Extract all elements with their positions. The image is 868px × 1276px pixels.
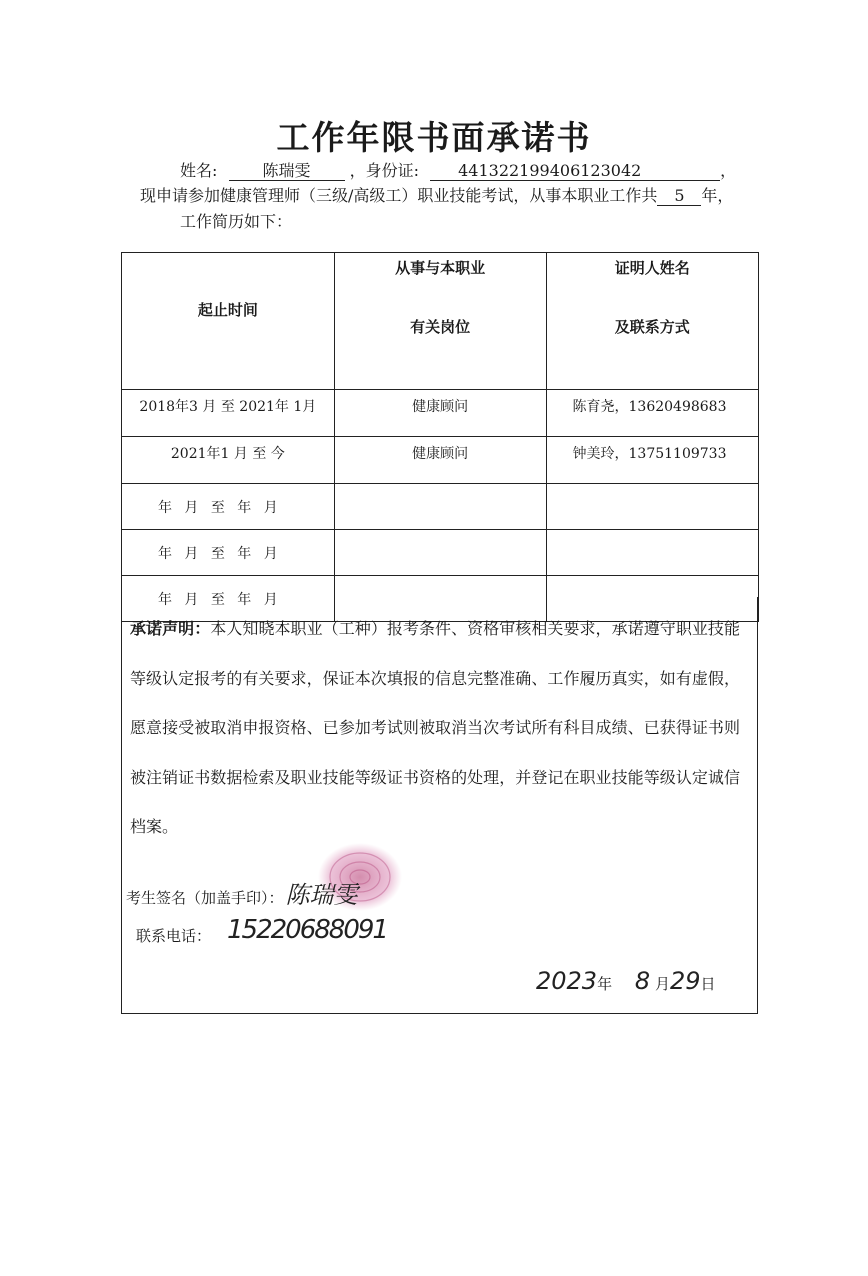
blank-witness (546, 530, 759, 576)
blank-period: 年 月 至 年 月 (122, 576, 335, 622)
signature-label: 考生签名（加盖手印）：陈瑞雯 (126, 881, 358, 909)
statement-label: 承诺声明： (130, 619, 211, 638)
document-title: 工作年限书面承诺书 (276, 118, 592, 157)
header-period-label: 起止时间 (197, 300, 258, 319)
blank-period: 年 月 至 年 月 (122, 530, 335, 576)
application-text: 现申请参加健康管理师（三级/高级工）职业技能考试，从事本职业工作共 (140, 186, 658, 205)
row-position: 健康顾问 (334, 437, 546, 484)
handwritten-signature: 陈瑞雯 (285, 881, 358, 909)
header-position-line1: 从事与本职业 (395, 259, 486, 277)
signing-date: 2023年 8 月29日 (536, 967, 716, 995)
table-header-row (122, 253, 759, 390)
date-month: 8 (634, 967, 651, 995)
id-number-value: 441322199406123042 (430, 161, 720, 181)
row-witness: 钟美玲，13751109733 (546, 437, 759, 484)
handwritten-phone: 15220688091 (227, 915, 387, 945)
date-day: 29 (669, 967, 701, 995)
phone-label: 联系电话： (136, 927, 212, 945)
blank-witness (546, 484, 759, 530)
table-row (122, 437, 759, 484)
row-position: 健康顾问 (334, 390, 546, 437)
header-witness (546, 253, 759, 390)
header-witness-line1: 证明人姓名 (614, 259, 690, 277)
header-witness-line2: 及联系方式 (614, 318, 690, 336)
years-unit: 年， (701, 186, 734, 205)
header-position (334, 253, 546, 390)
header-period (122, 253, 335, 390)
table-row-blank (122, 484, 759, 530)
row-period: 2018年3 月 至 2021年 1月 (122, 390, 335, 437)
work-history-table (121, 252, 759, 622)
table-row-blank (122, 530, 759, 576)
statement-text-block (130, 604, 740, 852)
applicant-info-line (180, 158, 736, 181)
blank-period: 年 月 至 年 月 (122, 484, 335, 530)
work-history-intro: 工作简历如下： (180, 212, 293, 231)
name-label: 姓名: (180, 161, 218, 180)
header-position-line2: 有关岗位 (410, 318, 471, 336)
name-value: 陈瑞雯 (229, 161, 345, 181)
statement-box (121, 597, 758, 1014)
application-line (140, 183, 733, 206)
years-value: 5 (657, 186, 701, 206)
id-label: ，身份证: (349, 161, 419, 180)
row-period: 2021年1 月 至 今 (122, 437, 335, 484)
table-row (122, 390, 759, 437)
blank-position (334, 484, 546, 530)
date-year: 2023 (536, 967, 598, 995)
blank-position (334, 530, 546, 576)
line1-end: ， (720, 161, 737, 180)
statement-text: 本人知晓本职业（工种）报考条件、资格审核相关要求，承诺遵守职业技能等级认定报考的有关要求，保证本次填报的信息完整准确、工作履历真实，如有虚假，愿意接受被取消申报资格、已参加考试则被取消当次考试所有科目成绩、已获得证书则被注销证书数据检索及职业技能等级证书资格的处理，并登记在职业技能等级认定诚信档案。 (130, 619, 740, 836)
row-witness: 陈育尧，13620498683 (546, 390, 759, 437)
